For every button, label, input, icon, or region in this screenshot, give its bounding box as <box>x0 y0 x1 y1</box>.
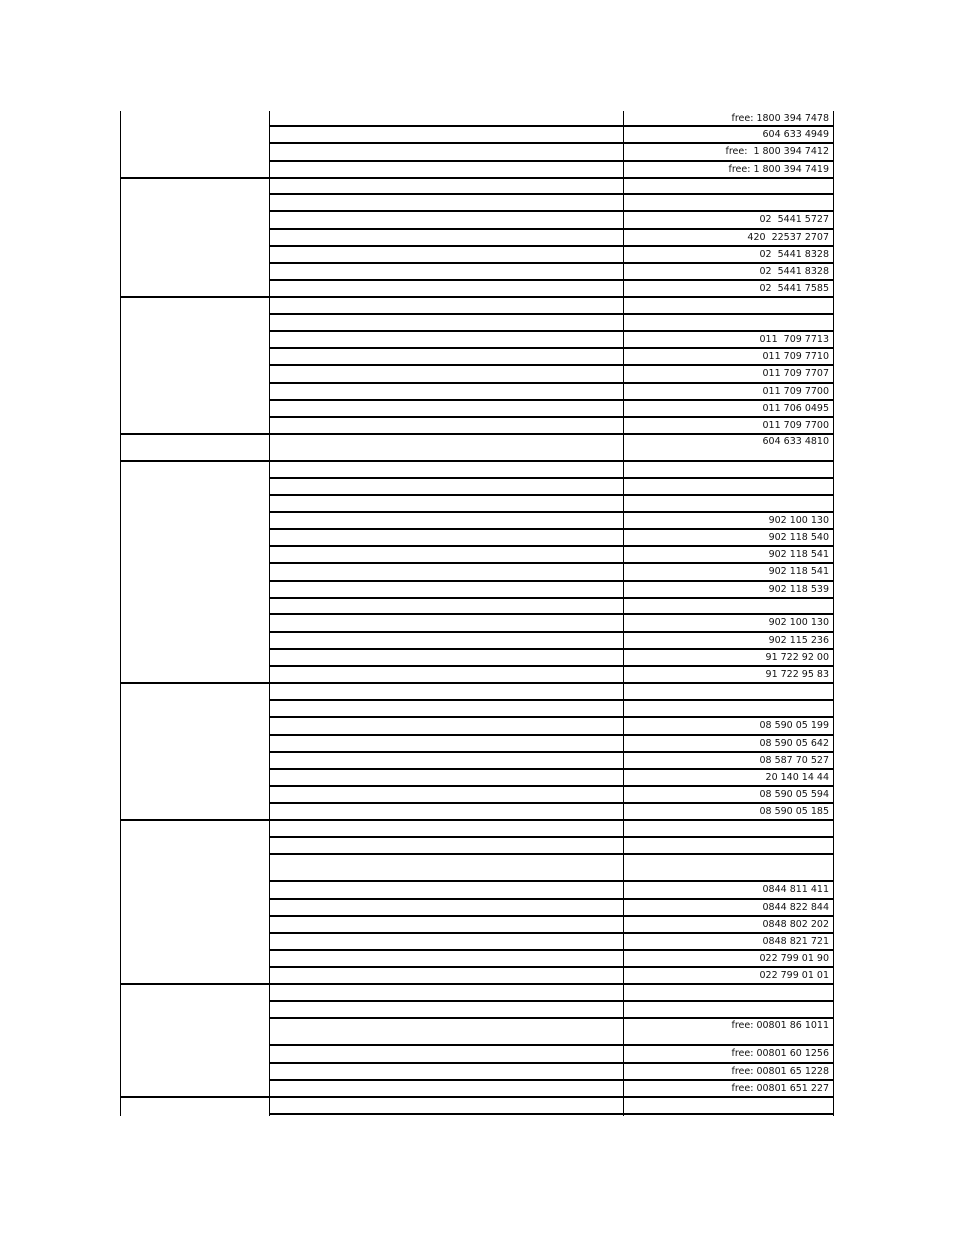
row-divider <box>269 631 834 633</box>
group-divider <box>120 983 834 985</box>
row-divider <box>269 477 834 479</box>
row-divider <box>269 836 834 838</box>
phone-number: 604 633 4949 <box>762 129 829 140</box>
group-divider <box>120 433 834 435</box>
row-divider <box>269 160 834 162</box>
phone-number: 902 115 236 <box>768 635 829 646</box>
row-divider <box>269 142 834 144</box>
row-divider <box>269 648 834 650</box>
row-divider <box>269 562 834 564</box>
row-divider <box>269 949 834 951</box>
row-divider <box>269 802 834 804</box>
phone-number: 902 118 539 <box>768 584 829 595</box>
phone-number: free: 1 800 394 7419 <box>728 164 829 175</box>
phone-number: 011 709 7713 <box>759 334 829 345</box>
row-divider <box>269 853 834 855</box>
phone-number: 02 5441 5727 <box>759 214 829 225</box>
phone-number: free: 1 800 394 7412 <box>725 146 829 157</box>
row-divider <box>269 1079 834 1081</box>
row-divider <box>269 785 834 787</box>
phone-number: free: 00801 60 1256 <box>731 1048 829 1059</box>
row-divider <box>269 880 834 882</box>
group-divider <box>120 1096 834 1098</box>
row-divider <box>269 898 834 900</box>
row-divider <box>269 768 834 770</box>
row-divider <box>269 210 834 212</box>
row-divider <box>269 716 834 718</box>
phone-number: 902 118 541 <box>768 566 829 577</box>
row-divider <box>269 416 834 418</box>
row-divider <box>269 494 834 496</box>
phone-number: 011 709 7710 <box>762 351 829 362</box>
row-divider <box>269 966 834 968</box>
phone-number: 0848 802 202 <box>762 919 829 930</box>
row-divider <box>269 580 834 582</box>
phone-number: free: 00801 86 1011 <box>731 1020 829 1031</box>
phone-number: 0844 822 844 <box>762 902 829 913</box>
phone-number: 022 799 01 90 <box>759 953 829 964</box>
phone-number: 08 587 70 527 <box>759 755 829 766</box>
row-divider <box>269 1044 834 1046</box>
row-divider <box>269 262 834 264</box>
phone-number: 011 709 7700 <box>762 420 829 431</box>
row-divider <box>269 1062 834 1064</box>
row-divider <box>269 193 834 195</box>
row-divider <box>269 399 834 401</box>
row-divider <box>269 511 834 513</box>
row-divider <box>269 545 834 547</box>
group-divider <box>120 460 834 462</box>
phone-number: 011 706 0495 <box>762 403 829 414</box>
phone-number: 08 590 05 185 <box>759 806 829 817</box>
phone-number: 91 722 95 83 <box>765 669 829 680</box>
phone-number: 91 722 92 00 <box>765 652 829 663</box>
phone-number: 902 100 130 <box>768 617 829 628</box>
row-divider <box>269 347 834 349</box>
phone-number: 902 100 130 <box>768 515 829 526</box>
phone-number: free: 00801 65 1228 <box>731 1066 829 1077</box>
row-divider <box>269 751 834 753</box>
group-divider <box>120 296 834 298</box>
phone-number: 022 799 01 01 <box>759 970 829 981</box>
phone-number: 604 633 4810 <box>762 436 829 447</box>
row-divider <box>269 382 834 384</box>
row-divider <box>269 1113 834 1115</box>
group-divider <box>120 819 834 821</box>
phone-number: 902 118 541 <box>768 549 829 560</box>
row-divider <box>269 915 834 917</box>
row-divider <box>269 228 834 230</box>
group-divider <box>120 177 834 179</box>
phone-number: 20 140 14 44 <box>765 772 829 783</box>
phone-number: 011 709 7707 <box>762 368 829 379</box>
column-border-left <box>120 111 121 1116</box>
row-divider <box>269 734 834 736</box>
phone-number: 08 590 05 199 <box>759 720 829 731</box>
row-divider <box>269 364 834 366</box>
row-divider <box>269 665 834 667</box>
phone-number: free: 1800 394 7478 <box>731 113 829 124</box>
phone-number: 02 5441 8328 <box>759 266 829 277</box>
phone-number: 0848 821 721 <box>762 936 829 947</box>
row-divider <box>269 699 834 701</box>
row-divider <box>269 932 834 934</box>
phone-number: free: 00801 651 227 <box>731 1083 829 1094</box>
row-divider <box>269 330 834 332</box>
phone-number: 08 590 05 594 <box>759 789 829 800</box>
row-divider <box>269 613 834 615</box>
phone-number: 02 5441 8328 <box>759 249 829 260</box>
row-divider <box>269 279 834 281</box>
group-divider <box>120 682 834 684</box>
phone-number: 902 118 540 <box>768 532 829 543</box>
phone-number: 420 22537 2707 <box>747 232 829 243</box>
row-divider <box>269 313 834 315</box>
row-divider <box>269 125 834 127</box>
row-divider <box>269 1017 834 1019</box>
phone-number: 08 590 05 642 <box>759 738 829 749</box>
row-divider <box>269 1000 834 1002</box>
row-divider <box>269 597 834 599</box>
phone-number: 02 5441 7585 <box>759 283 829 294</box>
row-divider <box>269 528 834 530</box>
row-divider <box>269 245 834 247</box>
phone-number: 011 709 7700 <box>762 386 829 397</box>
phone-number: 0844 811 411 <box>762 884 829 895</box>
